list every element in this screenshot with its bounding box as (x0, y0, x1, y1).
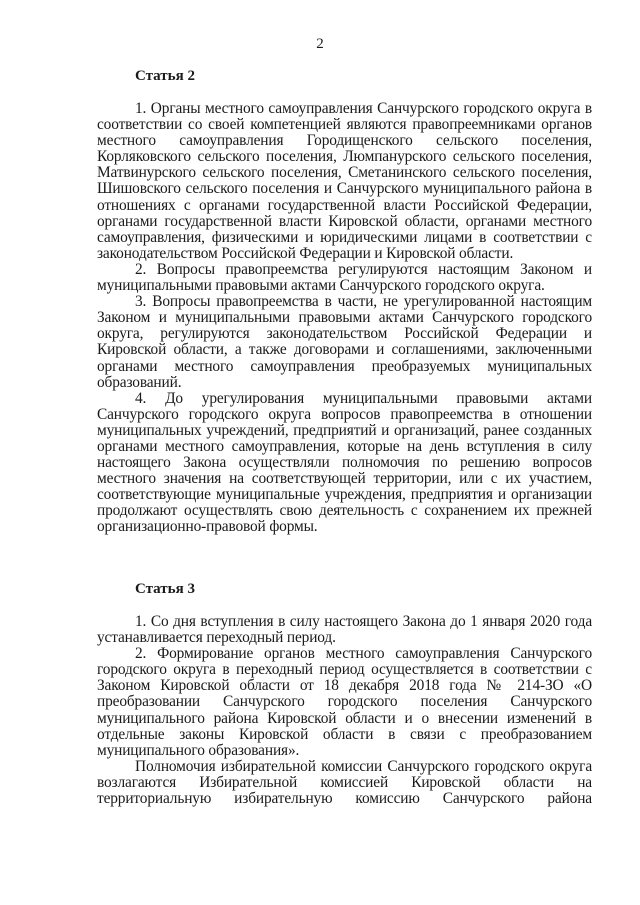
article-2-paragraph-2: 2. Вопросы правопреемства регулируются настоящим Законом и муниципальными правовыми актами Санчурского городского округа. (97, 260, 592, 295)
article-3-paragraph-2: 2. Формирование органов местного самоуправления Санчурского городского округа в переходный период осуществляется в соответствии с Законом Кировской области от 18 декабря 2018 года № 214-ЗО «О преобразовании Санчурского городского поселения Санчурского муниципального района Кировской области и о внесении изменений в отдельные законы Кировской области в связи с преобразованием муниципального образования». (97, 645, 592, 759)
article-2-paragraph-3: 3. Вопросы правопреемства в части, не урегулированной настоящим Законом и муниципальными правовыми актами Санчурского городского округа, регулируются законодательством Российской Федерации и Кировской области, а также договорами и соглашениями, заключенными органами местного самоуправления преобразуемых муниципальных образований. (97, 293, 592, 391)
article-3-heading: Статья 3 (135, 581, 195, 597)
article-2-paragraph-4: 4. До урегулирования муниципальными правовыми актами Санчурского городского округа вопросов правопреемства в отношении муниципальных учреждений, предприятий и организаций, ранее созданных органами местного самоуправления, которые на день вступления в силу настоящего Закона осуществляли полномочия по решению вопросов местного значения на соответствующей территории, или с их участием, соответствующие муниципальные учреждения, предприятия и организации продолжают осуществлять свою деятельность с сохранением их прежней организационно-правовой формы. (97, 389, 592, 536)
article-2-paragraph-1: 1. Органы местного самоуправления Санчурского городского округа в соответствии со своей компетенцией являются правопреемниками органов местного самоуправления Городищенского сельского поселения, Корляковского сельского поселения, Люмпанурского сельского поселения, Матвинурского сельского поселения, Сметанинского сельского поселения, Шишовского сельского поселения и Санчурского муниципального района в отношениях с органами государственной власти Российской Федерации, органами государственной власти Кировской области, органами местного самоуправления, физическими и юридическими лицами в соответствии с законодательством Российской Федерации и Кировской области. (97, 100, 592, 262)
article-2-body (97, 101, 592, 536)
article-3-body (97, 614, 592, 807)
article-2-heading: Статья 2 (135, 68, 195, 84)
page-number: 2 (316, 36, 324, 52)
article-3-paragraph-3: Полномочия избирательной комиссии Санчурского городского округа возлагаются Избирательной комиссией Кировской области на территориальную избирательную комиссию Санчурского района (97, 757, 592, 808)
article-3-paragraph-1: 1. Со дня вступления в силу настоящего Закона до 1 января 2020 года устанавливается переходный период. (97, 613, 592, 647)
